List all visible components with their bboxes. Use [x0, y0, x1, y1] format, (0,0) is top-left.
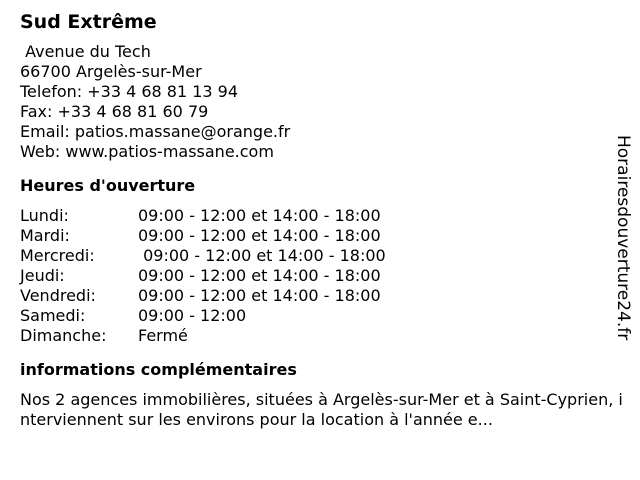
day-label: Jeudi:	[20, 266, 65, 285]
day-label: Vendredi:	[20, 286, 96, 305]
site-watermark: Horairesdouverture24.fr	[613, 135, 633, 341]
hours-value: 09:00 - 12:00 et 14:00 - 18:00	[138, 246, 386, 265]
additional-info-text: Nos 2 agences immobilières, situées à Argelès-sur-Mer et à Saint-Cyprien, interviennent sur les environs pour la location à l'année e...	[20, 390, 623, 429]
hours-value: 09:00 - 12:00 et 14:00 - 18:00	[138, 226, 381, 245]
hours-value: 09:00 - 12:00	[138, 306, 247, 325]
business-name: Sud Extrême	[20, 11, 157, 33]
hours-row	[20, 326, 615, 346]
hours-row	[20, 246, 615, 266]
street-address: Avenue du Tech	[20, 42, 151, 61]
city-address: 66700 Argelès-sur-Mer	[20, 62, 202, 81]
email-address: Email: patios.massane@orange.fr	[20, 122, 291, 141]
website-address: Web: www.patios-massane.com	[20, 142, 274, 161]
hours-value: Fermé	[138, 326, 188, 345]
hours-value: 09:00 - 12:00 et 14:00 - 18:00	[138, 286, 381, 305]
hours-row	[20, 206, 615, 226]
day-label: Dimanche:	[20, 326, 107, 345]
hours-row	[20, 266, 615, 286]
day-label: Mercredi:	[20, 246, 95, 265]
hours-value: 09:00 - 12:00 et 14:00 - 18:00	[138, 266, 381, 285]
opening-hours-heading: Heures d'ouverture	[20, 176, 196, 195]
fax-number: Fax: +33 4 68 81 60 79	[20, 102, 209, 121]
hours-value: 09:00 - 12:00 et 14:00 - 18:00	[138, 206, 381, 225]
day-label: Mardi:	[20, 226, 70, 245]
contact-block	[20, 42, 615, 162]
hours-row	[20, 286, 615, 306]
additional-info-heading: informations complémentaires	[20, 360, 297, 379]
hours-row	[20, 306, 615, 326]
day-label: Lundi:	[20, 206, 69, 225]
day-label: Samedi:	[20, 306, 86, 325]
opening-hours-table	[20, 206, 615, 346]
hours-row	[20, 226, 615, 246]
phone-number: Telefon: +33 4 68 81 13 94	[20, 82, 239, 101]
